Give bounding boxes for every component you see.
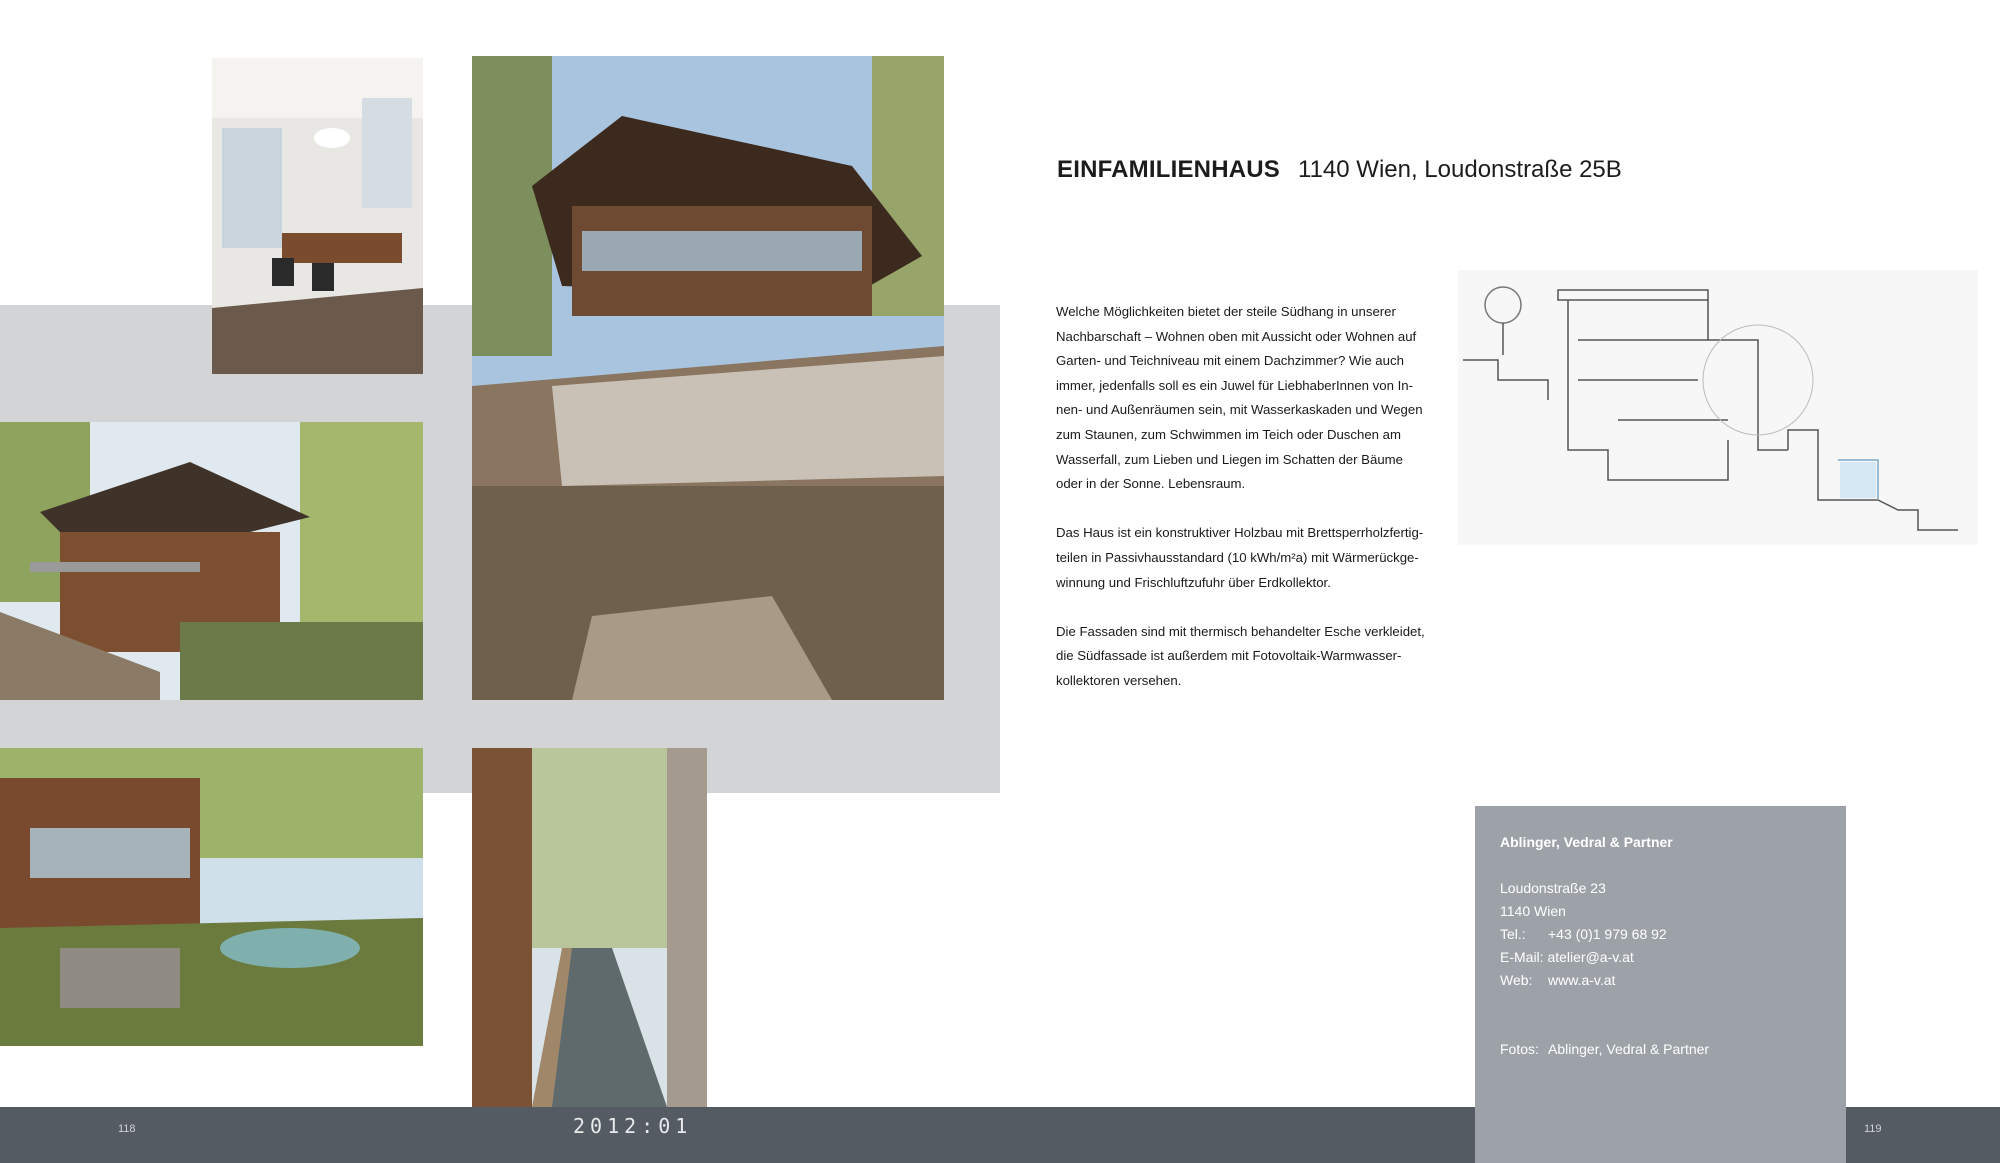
photo-garden-pool <box>0 748 423 1046</box>
article-body <box>1056 300 1436 718</box>
paragraph: Das Haus ist ein konstruktiver Holzbau mit Brettsperrholzfertig- teilen in Passivhausstandard (10 kWh/m²a) mit Wärmerückge- winnung und Frischluftzufuhr über Erdkollektor. <box>1056 525 1424 590</box>
paragraph: Die Fassaden sind mit thermisch behandelter Esche verkleidet, die Südfassade ist außerdem mit Fotovoltaik-Warmwasser- kollektoren versehen. <box>1056 623 1425 688</box>
phone-label: Tel.: <box>1500 926 1526 942</box>
page-number-right: 119 <box>1864 1123 1882 1135</box>
photo-credit-label: Fotos: <box>1500 1041 1539 1057</box>
address-street: Loudonstraße 23 <box>1500 880 1606 896</box>
title-location: 1140 Wien, Loudonstraße 25B <box>1298 156 1622 183</box>
architect-info-box <box>1475 806 1846 1163</box>
web-value[interactable]: www.a-v.at <box>1548 972 1616 988</box>
phone-row <box>1500 923 1836 946</box>
firm-name: Ablinger, Vedral & Partner <box>1500 834 1673 850</box>
page-number-left: 118 <box>118 1123 136 1135</box>
address-city: 1140 Wien <box>1500 903 1566 919</box>
photo-house-exterior <box>472 56 944 700</box>
article-title <box>1057 156 1622 184</box>
photo-credit-row <box>1500 1038 1836 1061</box>
phone-value: +43 (0)1 979 68 92 <box>1548 926 1667 942</box>
photo-water-path <box>472 748 707 1107</box>
web-row <box>1500 969 1836 992</box>
photo-interior-dining <box>212 58 423 374</box>
issue-number: 2012:01 <box>573 1114 693 1138</box>
email-value[interactable]: atelier@a-v.at <box>1547 949 1634 965</box>
photo-house-terrace <box>0 422 423 700</box>
email-row <box>1500 946 1836 969</box>
section-drawing <box>1458 270 1978 545</box>
web-label: Web: <box>1500 972 1533 988</box>
title-heading: EINFAMILIENHAUS <box>1057 156 1281 183</box>
paragraph: Welche Möglichkeiten bietet der steile Südhang in unserer Nachbarschaft – Wohnen oben mit Aussicht oder Wohnen auf Garten- und Teichniveau mit einem Dachzimmer? Wie auch immer, jedenfalls soll es ein Juwel für LiebhaberInnen von In- nen- und Außenräumen sein, mit Wasserkaskaden und Wegen zum Staunen, zum Schwimmen im Teich oder Duschen am Wasserfall, zum Lieben und Liegen im Schatten der Bäume oder in der Sonne. Lebensraum. <box>1056 304 1423 492</box>
email-label: E-Mail: <box>1500 949 1544 965</box>
photo-credit-value: Ablinger, Vedral & Partner <box>1548 1041 1710 1057</box>
